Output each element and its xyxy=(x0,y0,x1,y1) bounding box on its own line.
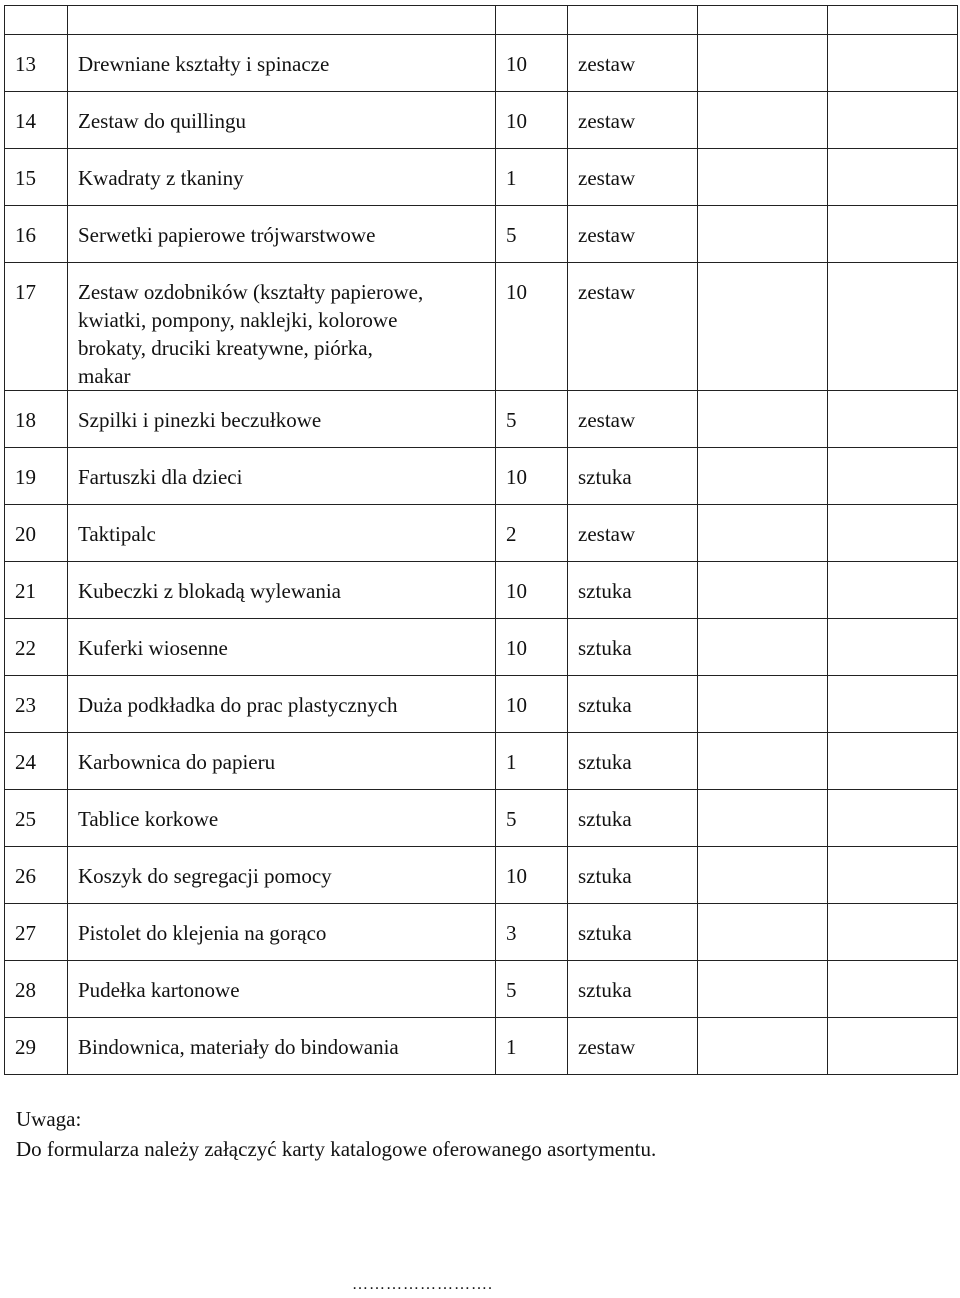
header-cell xyxy=(68,6,496,35)
item-name xyxy=(68,505,496,562)
note-block xyxy=(16,1104,656,1164)
empty-cell xyxy=(698,35,828,92)
item-unit-text: zestaw xyxy=(578,166,636,190)
item-name-line: Karbownica do papieru xyxy=(78,750,276,774)
item-quantity-text: 5 xyxy=(506,978,517,1002)
row-number-text: 19 xyxy=(15,465,36,489)
empty-cell xyxy=(698,448,828,505)
row-number xyxy=(5,263,68,391)
empty-cell xyxy=(698,92,828,149)
item-quantity-text: 10 xyxy=(506,280,527,304)
item-quantity-text: 10 xyxy=(506,636,527,660)
item-name-line: Szpilki i pinezki beczułkowe xyxy=(78,408,322,432)
item-name-line: Pudełka kartonowe xyxy=(78,978,240,1002)
row-number-text: 29 xyxy=(15,1035,36,1059)
item-quantity xyxy=(496,904,568,961)
table-row xyxy=(5,904,958,961)
table-row xyxy=(5,847,958,904)
table-row xyxy=(5,676,958,733)
item-unit-text: zestaw xyxy=(578,52,636,76)
item-name-line: Kubeczki z blokadą wylewania xyxy=(78,579,341,603)
table-row xyxy=(5,961,958,1018)
item-unit-text: zestaw xyxy=(578,280,636,304)
table-row xyxy=(5,206,958,263)
row-number-text: 28 xyxy=(15,978,36,1002)
item-unit xyxy=(568,505,698,562)
header-cell xyxy=(828,6,958,35)
item-name-line: Kwadraty z tkaniny xyxy=(78,166,244,190)
item-name xyxy=(68,562,496,619)
row-number xyxy=(5,149,68,206)
item-unit-text: sztuka xyxy=(578,693,632,717)
item-name-line: Koszyk do segregacji pomocy xyxy=(78,864,332,888)
item-unit-text: sztuka xyxy=(578,807,632,831)
item-name-line: kwiatki, pompony, naklejki, kolorowe xyxy=(78,308,398,332)
row-number-text: 13 xyxy=(15,52,36,76)
row-number-text: 24 xyxy=(15,750,36,774)
item-name-line: Bindownica, materiały do bindowania xyxy=(78,1035,399,1059)
item-name xyxy=(68,847,496,904)
item-unit xyxy=(568,448,698,505)
empty-cell xyxy=(698,149,828,206)
item-name-line: Tablice korkowe xyxy=(78,807,219,831)
empty-cell xyxy=(698,676,828,733)
item-name xyxy=(68,904,496,961)
item-quantity-text: 3 xyxy=(506,921,517,945)
item-name xyxy=(68,790,496,847)
item-quantity-text: 5 xyxy=(506,807,517,831)
row-number xyxy=(5,562,68,619)
empty-cell xyxy=(828,448,958,505)
item-unit-text: zestaw xyxy=(578,223,636,247)
item-unit-text: zestaw xyxy=(578,1035,636,1059)
table-row xyxy=(5,562,958,619)
item-name-line: Zestaw do quillingu xyxy=(78,109,246,133)
item-name-line: brokaty, druciki kreatywne, piórka, xyxy=(78,336,373,360)
item-quantity-text: 1 xyxy=(506,1035,517,1059)
item-unit xyxy=(568,149,698,206)
table-row xyxy=(5,619,958,676)
row-number xyxy=(5,391,68,448)
empty-cell xyxy=(828,619,958,676)
item-name-line: Kuferki wiosenne xyxy=(78,636,228,660)
item-name xyxy=(68,149,496,206)
table-row xyxy=(5,733,958,790)
row-number-text: 23 xyxy=(15,693,36,717)
item-quantity xyxy=(496,391,568,448)
item-unit xyxy=(568,619,698,676)
item-quantity xyxy=(496,92,568,149)
empty-cell xyxy=(828,206,958,263)
note-text: Do formularza należy załączyć karty katalogowe oferowanego asortymentu. xyxy=(16,1137,657,1161)
item-quantity xyxy=(496,263,568,391)
item-name xyxy=(68,619,496,676)
empty-cell xyxy=(828,92,958,149)
item-name xyxy=(68,92,496,149)
item-name-line: Taktipalc xyxy=(78,522,156,546)
item-unit xyxy=(568,847,698,904)
table-header-row xyxy=(5,6,958,35)
note-label: Uwaga: xyxy=(16,1107,82,1131)
item-quantity-text: 10 xyxy=(506,579,527,603)
item-name-line: Fartuszki dla dzieci xyxy=(78,465,243,489)
row-number-text: 27 xyxy=(15,921,36,945)
item-name-line: makar xyxy=(78,364,131,388)
empty-cell xyxy=(828,35,958,92)
row-number-text: 14 xyxy=(15,109,36,133)
row-number xyxy=(5,790,68,847)
item-unit-text: sztuka xyxy=(578,579,632,603)
empty-cell xyxy=(828,961,958,1018)
row-number-text: 16 xyxy=(15,223,36,247)
item-name-line: Pistolet do klejenia na gorąco xyxy=(78,921,327,945)
item-quantity-text: 10 xyxy=(506,109,527,133)
item-quantity xyxy=(496,1018,568,1075)
item-unit xyxy=(568,263,698,391)
item-quantity xyxy=(496,847,568,904)
table-row xyxy=(5,448,958,505)
item-unit xyxy=(568,92,698,149)
item-unit xyxy=(568,206,698,263)
item-quantity xyxy=(496,619,568,676)
row-number-text: 15 xyxy=(15,166,36,190)
empty-cell xyxy=(828,676,958,733)
row-number xyxy=(5,847,68,904)
empty-cell xyxy=(698,1018,828,1075)
item-unit xyxy=(568,790,698,847)
item-quantity xyxy=(496,733,568,790)
row-number xyxy=(5,92,68,149)
table-row xyxy=(5,92,958,149)
empty-cell xyxy=(698,562,828,619)
item-quantity xyxy=(496,676,568,733)
header-cell xyxy=(496,6,568,35)
item-unit-text: zestaw xyxy=(578,522,636,546)
empty-cell xyxy=(828,263,958,391)
row-number xyxy=(5,904,68,961)
empty-cell xyxy=(828,149,958,206)
item-name xyxy=(68,961,496,1018)
row-number-text: 21 xyxy=(15,579,36,603)
item-unit-text: sztuka xyxy=(578,978,632,1002)
item-name xyxy=(68,263,496,391)
row-number xyxy=(5,961,68,1018)
item-unit-text: sztuka xyxy=(578,864,632,888)
item-name xyxy=(68,35,496,92)
item-unit xyxy=(568,35,698,92)
item-quantity-text: 10 xyxy=(506,465,527,489)
item-name-line: Drewniane kształty i spinacze xyxy=(78,52,330,76)
table-row xyxy=(5,505,958,562)
table-row xyxy=(5,790,958,847)
header-cell xyxy=(568,6,698,35)
empty-cell xyxy=(828,904,958,961)
empty-cell xyxy=(828,391,958,448)
item-name-line: Zestaw ozdobników (kształty papierowe, xyxy=(78,280,424,304)
item-unit xyxy=(568,733,698,790)
item-quantity-text: 5 xyxy=(506,408,517,432)
empty-cell xyxy=(828,733,958,790)
item-unit-text: zestaw xyxy=(578,408,636,432)
item-unit-text: sztuka xyxy=(578,921,632,945)
item-name xyxy=(68,206,496,263)
item-name xyxy=(68,391,496,448)
row-number xyxy=(5,619,68,676)
item-unit xyxy=(568,562,698,619)
row-number-text: 17 xyxy=(15,280,36,304)
item-unit xyxy=(568,904,698,961)
empty-cell xyxy=(698,619,828,676)
item-unit-text: sztuka xyxy=(578,636,632,660)
item-name-line: Duża podkładka do prac plastycznych xyxy=(78,693,398,717)
items-table xyxy=(4,5,958,1075)
item-quantity-text: 1 xyxy=(506,166,517,190)
item-quantity xyxy=(496,961,568,1018)
empty-cell xyxy=(828,505,958,562)
item-quantity xyxy=(496,448,568,505)
empty-cell xyxy=(698,733,828,790)
row-number-text: 26 xyxy=(15,864,36,888)
row-number xyxy=(5,35,68,92)
row-number-text: 22 xyxy=(15,636,36,660)
empty-cell xyxy=(698,505,828,562)
item-unit-text: zestaw xyxy=(578,109,636,133)
row-number xyxy=(5,505,68,562)
header-cell xyxy=(698,6,828,35)
item-quantity-text: 5 xyxy=(506,223,517,247)
row-number xyxy=(5,448,68,505)
row-number xyxy=(5,733,68,790)
row-number xyxy=(5,676,68,733)
item-name xyxy=(68,448,496,505)
empty-cell xyxy=(698,790,828,847)
table-row xyxy=(5,149,958,206)
item-unit xyxy=(568,961,698,1018)
item-quantity xyxy=(496,35,568,92)
table-row xyxy=(5,35,958,92)
signature-line: ……………………. xyxy=(352,1276,493,1293)
table-row xyxy=(5,1018,958,1075)
item-quantity xyxy=(496,562,568,619)
item-name xyxy=(68,1018,496,1075)
empty-cell xyxy=(698,391,828,448)
item-quantity-text: 10 xyxy=(506,693,527,717)
item-unit-text: sztuka xyxy=(578,465,632,489)
empty-cell xyxy=(698,847,828,904)
row-number-text: 20 xyxy=(15,522,36,546)
item-unit-text: sztuka xyxy=(578,750,632,774)
item-name xyxy=(68,733,496,790)
item-quantity-text: 10 xyxy=(506,864,527,888)
empty-cell xyxy=(828,1018,958,1075)
item-quantity xyxy=(496,206,568,263)
empty-cell xyxy=(828,847,958,904)
empty-cell xyxy=(828,562,958,619)
item-unit xyxy=(568,676,698,733)
item-quantity-text: 2 xyxy=(506,522,517,546)
item-quantity-text: 10 xyxy=(506,52,527,76)
item-unit xyxy=(568,1018,698,1075)
empty-cell xyxy=(698,904,828,961)
empty-cell xyxy=(698,206,828,263)
table-row xyxy=(5,391,958,448)
table-row xyxy=(5,263,958,391)
empty-cell xyxy=(698,961,828,1018)
row-number xyxy=(5,206,68,263)
item-quantity xyxy=(496,149,568,206)
row-number-text: 25 xyxy=(15,807,36,831)
item-unit xyxy=(568,391,698,448)
header-cell xyxy=(5,6,68,35)
item-quantity xyxy=(496,505,568,562)
empty-cell xyxy=(698,263,828,391)
row-number-text: 18 xyxy=(15,408,36,432)
item-name xyxy=(68,676,496,733)
row-number xyxy=(5,1018,68,1075)
item-quantity xyxy=(496,790,568,847)
item-name-line: Serwetki papierowe trójwarstwowe xyxy=(78,223,376,247)
empty-cell xyxy=(828,790,958,847)
item-quantity-text: 1 xyxy=(506,750,517,774)
